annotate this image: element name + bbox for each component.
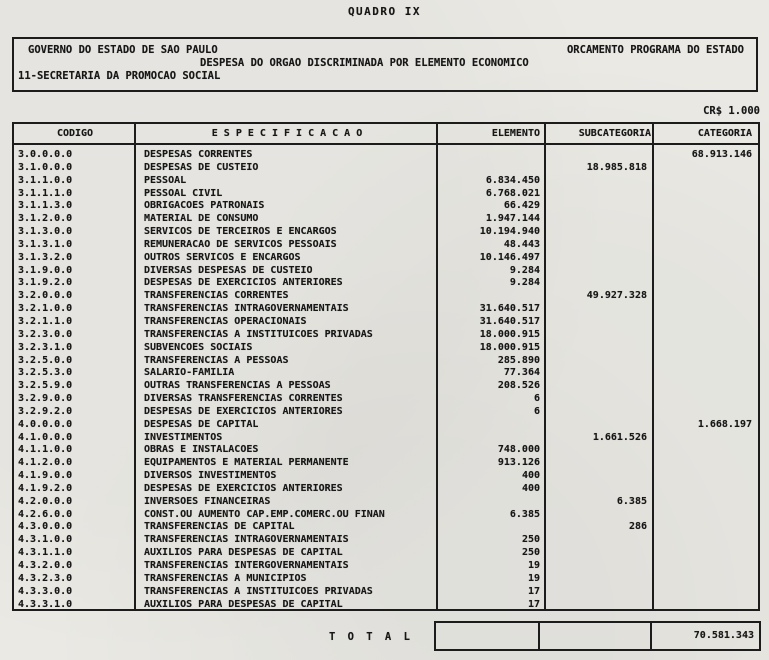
row-code: 3.2.1.1.0 [18,315,73,327]
row-code: 4.0.0.0.0 [18,418,73,430]
row-categoria [654,573,758,586]
table-row [14,419,758,432]
row-especificacao: PESSOAL CIVIL [144,187,223,199]
row-elemento [438,521,546,534]
row-categoria [654,188,758,201]
total-subcategoria [538,623,650,649]
row-subcategoria [546,213,654,226]
row-categoria [654,444,758,457]
row-elemento: 19 [527,572,540,584]
table-row [14,521,758,534]
table-row [14,367,758,380]
page-title: QUADRO IX [347,5,422,18]
row-especificacao: EQUIPAMENTOS E MATERIAL PERMANENTE [144,457,349,469]
row-subcategoria: 286 [628,521,647,533]
table-row [14,277,758,290]
row-especificacao: DESPESAS DE EXERCICIOS ANTERIORES [144,277,343,289]
row-code: 3.2.0.0.0 [18,290,73,302]
row-code: 3.1.0.0.0 [18,161,73,173]
row-subcategoria: 6.385 [616,495,647,507]
report-subtitle: DESPESA DO ORGAO DISCRIMINADA POR ELEMENTO ECONOMICO [200,57,529,69]
org-unit: 11-SECRETARIA DA PROMOCAO SOCIAL [18,70,221,82]
column-header-especificacao: E S P E C I F I C A C A O [211,128,363,139]
row-especificacao: DIVERSOS INVESTIMENTOS [144,470,277,482]
row-categoria [654,586,758,599]
row-code: 3.2.1.0.0 [18,303,73,315]
row-elemento: 18.000.915 [479,341,540,353]
row-especificacao: TRANSFERENCIAS A MUNICIPIOS [144,572,307,584]
table-row [14,393,758,406]
row-categoria [654,534,758,547]
row-especificacao: SALARIO-FAMILIA [144,367,235,379]
row-categoria [654,355,758,368]
header-line-1 [18,44,752,57]
row-categoria [654,509,758,522]
row-especificacao: TRANSFERENCIAS A INSTITUICOES PRIVADAS [144,328,373,340]
row-elemento: 250 [521,547,540,559]
row-categoria [654,316,758,329]
row-especificacao: SERVICOS DE TERCEIROS E ENCARGOS [144,226,337,238]
table-row [14,560,758,573]
row-elemento: 6.768.021 [485,187,540,199]
row-elemento: 10.146.497 [479,251,540,263]
row-subcategoria [546,277,654,290]
row-code: 3.1.1.0.0 [18,174,73,186]
row-categoria [654,265,758,278]
row-subcategoria [546,599,654,612]
row-especificacao: DESPESAS DE EXERCICIOS ANTERIORES [144,405,343,417]
column-divider [134,124,136,609]
table-row [14,599,758,612]
row-especificacao: TRANSFERENCIAS INTRAGOVERNAMENTAIS [144,303,349,315]
row-code: 4.3.3.0.0 [18,585,73,597]
table-row [14,175,758,188]
row-categoria [654,599,758,612]
table-row [14,252,758,265]
row-subcategoria [546,329,654,342]
row-categoria [654,393,758,406]
row-code: 4.1.2.0.0 [18,457,73,469]
row-especificacao: DESPESAS DE CUSTEIO [144,161,259,173]
row-subcategoria [546,188,654,201]
row-categoria [654,496,758,509]
row-subcategoria [546,367,654,380]
table-row [14,239,758,252]
table-header-row [14,124,758,145]
row-code: 4.3.0.0.0 [18,521,73,533]
row-code: 3.1.2.0.0 [18,213,73,225]
row-subcategoria [546,509,654,522]
table-row [14,213,758,226]
row-categoria: 68.913.146 [691,149,752,160]
row-code: 3.2.9.2.0 [18,405,73,417]
table-row [14,162,758,175]
row-subcategoria [546,380,654,393]
row-especificacao: DIVERSAS TRANSFERENCIAS CORRENTES [144,393,343,405]
row-elemento: 31.640.517 [479,303,540,315]
row-especificacao: DESPESAS CORRENTES [144,149,253,160]
row-especificacao: TRANSFERENCIAS DE CAPITAL [144,521,295,533]
row-elemento: 6.385 [509,508,540,520]
row-subcategoria [546,406,654,419]
row-especificacao: TRANSFERENCIAS OPERACIONAIS [144,315,307,327]
row-elemento: 10.194.940 [479,226,540,238]
row-categoria [654,162,758,175]
row-elemento [438,162,546,175]
row-categoria [654,547,758,560]
table-row [14,496,758,509]
row-code: 3.1.1.1.0 [18,187,73,199]
row-code: 3.1.3.2.0 [18,251,73,263]
row-elemento: 9.284 [509,264,540,276]
row-subcategoria [546,457,654,470]
table-row [14,342,758,355]
row-elemento: 17 [527,598,540,610]
row-code: 4.3.3.1.0 [18,598,73,610]
row-subcategoria: 18.985.818 [586,161,647,173]
row-elemento: 913.126 [497,457,540,469]
row-subcategoria [546,200,654,213]
row-subcategoria [546,252,654,265]
row-subcategoria: 49.927.328 [586,290,647,302]
row-categoria [654,521,758,534]
row-categoria [654,303,758,316]
row-elemento: 66.429 [503,200,540,212]
row-categoria [654,457,758,470]
table-row [14,355,758,368]
row-code: 3.2.5.3.0 [18,367,73,379]
row-categoria [654,406,758,419]
row-code: 4.2.6.0.0 [18,508,73,520]
row-categoria [654,290,758,303]
row-code: 3.1.9.2.0 [18,277,73,289]
row-especificacao: TRANSFERENCIAS INTERGOVERNAMENTAIS [144,560,349,571]
row-especificacao: TRANSFERENCIAS INTRAGOVERNAMENTAIS [144,534,349,546]
row-especificacao: INVESTIMENTOS [144,431,223,443]
row-subcategoria [546,419,654,432]
row-code: 3.1.1.3.0 [18,200,73,212]
currency-unit-label: CR$ 1.000 [703,105,760,117]
table-row [14,573,758,586]
row-categoria: 1.668.197 [697,418,752,430]
row-elemento: 6.834.450 [485,174,540,186]
row-elemento [438,149,546,162]
row-especificacao: CONST.OU AUMENTO CAP.EMP.COMERC.OU FINAN [144,508,385,520]
row-elemento: 285.890 [497,354,540,366]
row-subcategoria [546,265,654,278]
row-code: 3.0.0.0.0 [18,149,73,160]
row-especificacao: REMUNERACAO DE SERVICOS PESSOAIS [144,238,337,250]
row-code: 4.3.2.3.0 [18,572,73,584]
table-row [14,444,758,457]
row-categoria [654,252,758,265]
table-row [14,265,758,278]
row-elemento: 48.443 [503,238,540,250]
table-row [14,290,758,303]
row-code: 3.2.5.0.0 [18,354,73,366]
row-especificacao: INVERSOES FINANCEIRAS [144,495,271,507]
table-row [14,470,758,483]
row-subcategoria [546,547,654,560]
total-label: T O T A L [329,631,413,643]
row-subcategoria [546,444,654,457]
column-header-categoria: CATEGORIA [697,128,752,139]
row-code: 4.3.1.0.0 [18,534,73,546]
row-elemento: 77.364 [503,367,540,379]
table-row [14,200,758,213]
row-categoria [654,329,758,342]
table-body [14,145,758,611]
row-subcategoria [546,586,654,599]
table-row [14,483,758,496]
row-categoria [654,367,758,380]
table-row [14,188,758,201]
government-name: GOVERNO DO ESTADO DE SAO PAULO [28,44,218,56]
row-elemento: 18.000.915 [479,328,540,340]
row-categoria [654,226,758,239]
row-subcategoria [546,470,654,483]
row-elemento: 17 [527,585,540,597]
row-elemento: 400 [521,470,540,482]
row-subcategoria [546,239,654,252]
row-subcategoria [546,316,654,329]
table-row [14,329,758,342]
row-code: 3.2.5.9.0 [18,380,73,392]
row-elemento: 1.947.144 [485,213,540,225]
row-code: 3.1.9.0.0 [18,264,73,276]
row-especificacao: TRANSFERENCIAS CORRENTES [144,290,289,302]
table-row [14,406,758,419]
row-code: 4.1.0.0.0 [18,431,73,443]
table-row [14,380,758,393]
row-elemento: 748.000 [497,444,540,456]
row-categoria [654,239,758,252]
row-categoria [654,200,758,213]
row-categoria [654,560,758,573]
row-elemento: 9.284 [509,277,540,289]
column-divider [436,124,438,609]
row-especificacao: OUTRAS TRANSFERENCIAS A PESSOAS [144,380,331,392]
row-especificacao: DESPESAS DE CAPITAL [144,418,259,430]
row-subcategoria [546,393,654,406]
row-code: 4.2.0.0.0 [18,495,73,507]
row-categoria [654,380,758,393]
row-subcategoria [546,303,654,316]
row-elemento [438,496,546,509]
column-header-elemento: ELEMENTO [491,128,540,139]
row-categoria [654,213,758,226]
row-especificacao: SUBVENCOES SOCIAIS [144,341,253,353]
row-especificacao: AUXILIOS PARA DESPESAS DE CAPITAL [144,598,343,610]
row-especificacao: TRANSFERENCIAS A INSTITUICOES PRIVADAS [144,585,373,597]
row-subcategoria [546,483,654,496]
row-elemento: 6 [533,393,540,405]
row-elemento: 250 [521,534,540,546]
row-subcategoria [546,226,654,239]
row-elemento: 208.526 [497,380,540,392]
row-subcategoria [546,355,654,368]
total-categoria: 70.581.343 [650,623,759,649]
row-subcategoria [546,175,654,188]
row-elemento: 400 [521,482,540,494]
table-row [14,534,758,547]
row-categoria [654,277,758,290]
table-row [14,303,758,316]
row-especificacao: DIVERSAS DESPESAS DE CUSTEIO [144,264,313,276]
row-categoria [654,342,758,355]
total-elemento [436,623,538,649]
row-code: 3.1.3.1.0 [18,238,73,250]
row-subcategoria [546,342,654,355]
total-row [434,621,761,651]
row-especificacao: DESPESAS DE EXERCICIOS ANTERIORES [144,482,343,494]
row-subcategoria [546,534,654,547]
row-especificacao: OUTROS SERVICOS E ENCARGOS [144,251,301,263]
row-especificacao: OBRAS E INSTALACOES [144,444,259,456]
row-elemento: 6 [533,405,540,417]
row-code: 3.2.3.0.0 [18,328,73,340]
table-row [14,586,758,599]
row-especificacao: AUXILIOS PARA DESPESAS DE CAPITAL [144,547,343,559]
row-code: 4.3.2.0.0 [18,560,73,571]
table-row [14,509,758,522]
row-especificacao: TRANSFERENCIAS A PESSOAS [144,354,289,366]
row-especificacao: OBRIGACOES PATRONAIS [144,200,265,212]
row-code: 3.2.9.0.0 [18,393,73,405]
row-code: 3.2.3.1.0 [18,341,73,353]
budget-table [12,122,760,611]
row-elemento [438,290,546,303]
row-categoria [654,432,758,445]
row-code: 4.3.1.1.0 [18,547,73,559]
row-elemento: 31.640.517 [479,315,540,327]
row-code: 4.1.9.0.0 [18,470,73,482]
row-categoria [654,483,758,496]
row-especificacao: MATERIAL DE CONSUMO [144,213,259,225]
row-especificacao: PESSOAL [144,174,187,186]
row-elemento: 19 [527,560,540,571]
row-code: 3.1.3.0.0 [18,226,73,238]
table-row [14,149,758,162]
table-row [14,316,758,329]
table-row [14,547,758,560]
column-divider [652,124,654,609]
row-code: 4.1.9.2.0 [18,482,73,494]
row-subcategoria [546,573,654,586]
row-categoria [654,470,758,483]
row-elemento [438,419,546,432]
row-categoria [654,175,758,188]
row-subcategoria [546,560,654,573]
row-code: 4.1.1.0.0 [18,444,73,456]
row-elemento [438,432,546,445]
row-subcategoria [546,149,654,162]
table-row [14,432,758,445]
column-header-subcategoria: SUBCATEGORIA [578,128,651,139]
header-box [12,37,758,92]
table-row [14,457,758,470]
row-subcategoria: 1.661.526 [592,431,647,443]
column-divider [544,124,546,609]
column-header-codigo: CODIGO [56,128,94,139]
table-row [14,226,758,239]
program-name: ORCAMENTO PROGRAMA DO ESTADO [566,44,744,56]
